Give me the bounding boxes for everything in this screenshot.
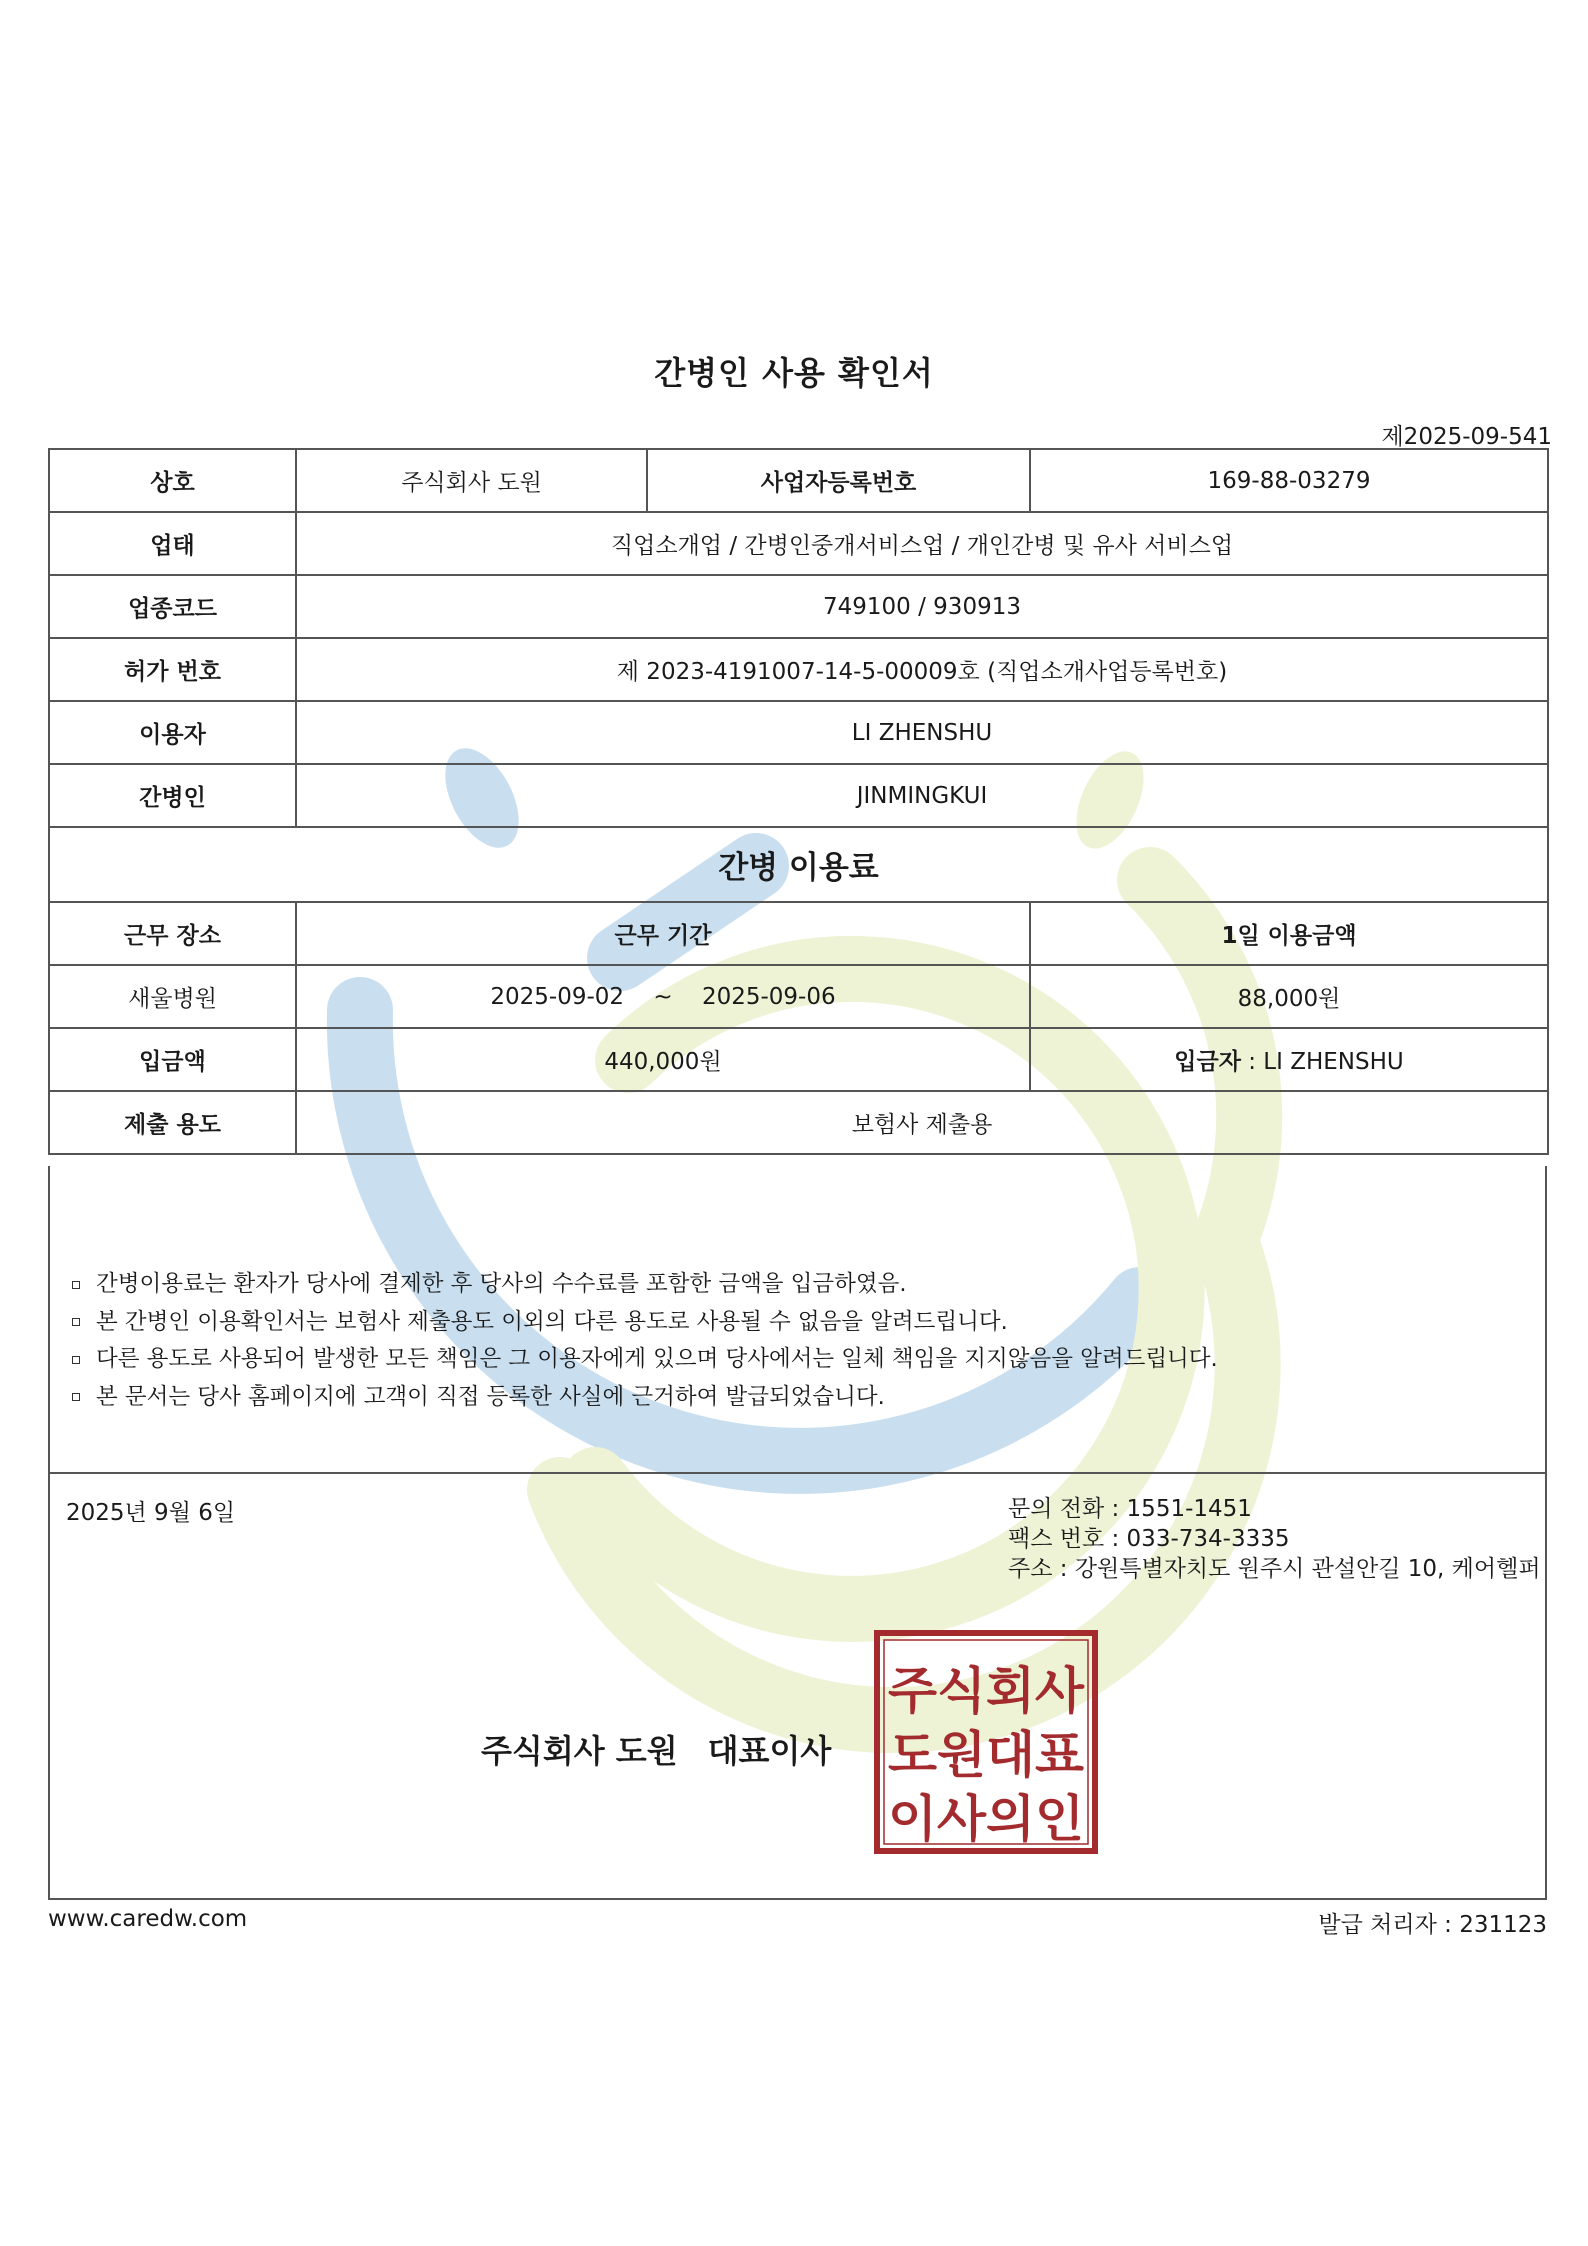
reg-no-value: 169-88-03279 [1030, 449, 1548, 512]
table-row [49, 575, 1548, 638]
depositor-label: 입금자 [1174, 1049, 1241, 1075]
deposit-value: 440,000원 [296, 1028, 1030, 1091]
daily-amount-label: 1일 이용금액 [1030, 902, 1548, 965]
period-start: 2025-09-02 [490, 983, 625, 1010]
document-title: 간병인 사용 확인서 [654, 354, 934, 392]
contact-fax: 팩스 번호 : 033-734-3335 [1008, 1526, 1290, 1552]
reg-no-label: 사업자등록번호 [647, 449, 1030, 512]
table-row [49, 827, 1548, 902]
list-item: 본 문서는 당사 홈페이지에 고객이 직접 등록한 사실에 근거하여 발급되었습니다. [72, 1379, 1218, 1417]
company-seal [874, 1630, 1098, 1854]
contact-phone: 문의 전화 : 1551-1451 [1008, 1496, 1252, 1522]
seal-line: 도원대표 [888, 1726, 1085, 1784]
footer-website: www.caredw.com [48, 1906, 248, 1932]
seal-line: 주식회사 [888, 1662, 1085, 1720]
notes-list [72, 1266, 1218, 1416]
square-bullet-icon [72, 1356, 80, 1364]
signer-title: 대표이사 [707, 1732, 832, 1770]
square-bullet-icon [72, 1393, 80, 1401]
contact-info [1008, 1494, 1541, 1584]
company-name-value: 주식회사 도원 [296, 449, 647, 512]
period-label: 근무 기간 [296, 902, 1030, 965]
business-value: 직업소개업 / 간병인중개서비스업 / 개인간병 및 유사 서비스업 [296, 512, 1548, 575]
period-separator: ~ [653, 983, 673, 1010]
seal-line: 이사의인 [888, 1790, 1084, 1848]
caregiver-label: 간병인 [49, 764, 296, 827]
depositor-value: : LI ZHENSHU [1240, 1049, 1404, 1075]
user-value: LI ZHENSHU [296, 701, 1548, 764]
purpose-value: 보험사 제출용 [296, 1091, 1548, 1154]
table-row [49, 449, 1548, 512]
list-item: 간병이용료는 환자가 당사에 결제한 후 당사의 수수료를 포함한 금액을 입금하였음. [72, 1266, 1218, 1304]
divider [50, 1472, 1545, 1474]
square-bullet-icon [72, 1281, 80, 1289]
period-end: 2025-09-06 [701, 983, 836, 1010]
table-row [49, 1028, 1548, 1091]
purpose-label: 제출 용도 [49, 1091, 296, 1154]
signer-company: 주식회사 도원 [481, 1732, 678, 1770]
place-value: 새울병원 [49, 965, 296, 1028]
square-bullet-icon [72, 1318, 80, 1326]
place-label: 근무 장소 [49, 902, 296, 965]
user-label: 이용자 [49, 701, 296, 764]
contact-address: 주소 : 강원특별자치도 원주시 관설안길 10, 케어헬퍼 [1008, 1556, 1541, 1582]
caregiver-value: JINMINGKUI [296, 764, 1548, 827]
table-row [49, 764, 1548, 827]
issue-date: 2025년 9월 6일 [66, 1500, 236, 1526]
business-label: 업태 [49, 512, 296, 575]
table-row [49, 638, 1548, 701]
license-label: 허가 번호 [49, 638, 296, 701]
list-item: 다른 용도로 사용되어 발생한 모든 책임은 그 이용자에게 있으며 당사에서는 일체 책임을 지지않음을 알려드립니다. [72, 1341, 1218, 1379]
table-row [49, 902, 1548, 965]
code-label: 업종코드 [49, 575, 296, 638]
daily-amount-value: 88,000원 [1030, 965, 1548, 1028]
table-row [49, 1091, 1548, 1154]
footer-issuer: 발급 처리자 : 231123 [1318, 1912, 1547, 1938]
list-item: 본 간병인 이용확인서는 보험사 제출용도 이외의 다른 용도로 사용될 수 없음을 알려드립니다. [72, 1304, 1218, 1342]
license-value: 제 2023-4191007-14-5-00009호 (직업소개사업등록번호) [296, 638, 1548, 701]
signer [481, 1726, 831, 1772]
info-table [48, 448, 1549, 1155]
table-row [49, 512, 1548, 575]
code-value: 749100 / 930913 [296, 575, 1548, 638]
table-row [49, 701, 1548, 764]
table-row [49, 965, 1548, 1028]
deposit-label: 입금액 [49, 1028, 296, 1091]
fee-section-title: 간병 이용료 [49, 827, 1548, 902]
depositor-cell [1030, 1028, 1548, 1091]
period-value [296, 965, 1030, 1028]
company-name-label: 상호 [49, 449, 296, 512]
document-number: 제2025-09-541 [1381, 424, 1552, 450]
